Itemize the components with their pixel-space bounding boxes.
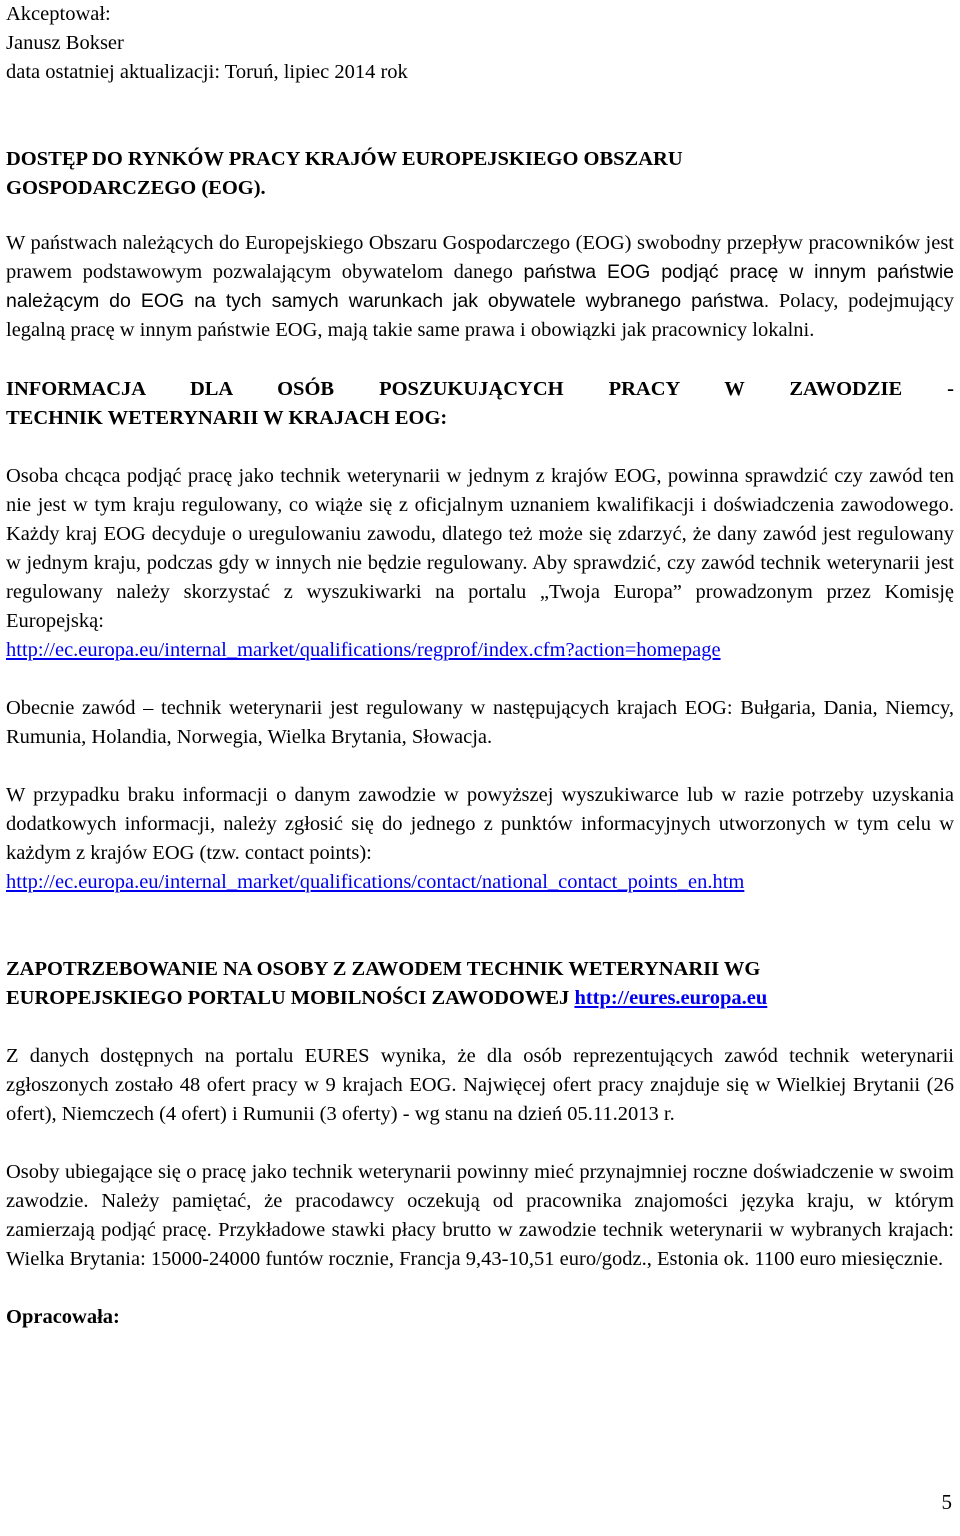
paragraph-regulation — [6, 462, 954, 665]
document-header — [6, 0, 954, 87]
last-update-line: data ostatniej aktualizacji: Toruń, lipiec 2014 rok — [6, 61, 408, 83]
section-title-line: TECHNIK WETERYNARII W KRAJACH EOG: — [6, 407, 448, 429]
section-title-info — [6, 375, 954, 433]
paragraph-contact-points — [6, 781, 954, 897]
paragraph-eures-data: Z danych dostępnych na portalu EURES wynika, że dla osób reprezentujących zawód technik weterynarii zgłoszonych zostało 48 ofert pracy w 9 krajach EOG. Najwięcej ofert pracy znajduje się w Wielkiej Brytanii (26 ofert), Niemczech (4 ofert) i Rumunii (3 oferty) - wg stanu na dzień 05.11.2013 r. — [6, 1045, 954, 1125]
paragraph-regulated-countries: Obecnie zawód – technik weterynarii jest regulowany w następujących krajach EOG: Bułgaria, Dania, Niemcy, Rumunia, Holandia, Norwegia, Wielka Brytania, Słowacja. — [6, 697, 954, 748]
section-title-line: DOSTĘP DO RYNKÓW PRACY KRAJÓW EUROPEJSKIEGO OBSZARU — [6, 148, 683, 170]
document-page — [6, 0, 954, 1332]
paragraph-text: W państwach należących do Europejskiego Obszaru Gospodarczego (EOG) swobodny przepływ pracowników jest prawem podstawowym pozwalającym obywatelom danego — [6, 232, 954, 283]
section-title-line: ZAPOTRZEBOWANIE NA OSOBY Z ZAWODEM TECHNIK WETERYNARII WG — [6, 958, 761, 980]
paragraph-text: Polacy, podejmujący legalną pracę w innym państwie EOG, mają takie same prawa i obowiązki jak pracownicy lokalni. — [6, 290, 955, 341]
section-title-line — [6, 984, 954, 1013]
paragraph-text-sans: państwa EOG podjąć pracę w innym państwie należącym do EOG na tych samych warunkach jak obywatele wybranego państwa. — [6, 261, 955, 312]
paragraph-text: Osoba chcąca podjąć pracę jako technik weterynarii w jednym z krajów EOG, powinna sprawdzić czy zawód ten nie jest w tym kraju regulowany, co wiąże się z oficjalnym uznaniem kwalifikacji i doświadczenia zawodowego. Każdy kraj EOG decyduje o uregulowaniu zawodu, dlatego też może się zdarzyć, że dany zawód jest regulowany w jednym kraju, podczas gdy w innych nie będzie regulowany. Aby sprawdzić, czy zawód technik weterynarii jest regulowany należy skorzystać z wyszukiwarki na portalu „Twoja Europa” prowadzonym przez Komisję Europejską: — [6, 465, 954, 632]
section-title-text: EUROPEJSKIEGO PORTALU MOBILNOŚCI ZAWODOWEJ — [6, 987, 570, 1009]
section-title-line: GOSPODARCZEGO (EOG). — [6, 177, 266, 199]
page-number: 5 — [941, 1490, 952, 1514]
contact-points-link[interactable]: http://ec.europa.eu/internal_market/qualifications/contact/national_contact_points_en.htm — [6, 871, 745, 893]
section-title-demand — [6, 955, 954, 1013]
section-title-eog-access — [6, 145, 954, 203]
paragraph-free-movement — [6, 229, 954, 345]
accepted-label: Akceptował: — [6, 3, 111, 25]
eures-link[interactable]: http://eures.europa.eu — [574, 987, 768, 1009]
regprof-link[interactable]: http://ec.europa.eu/internal_market/qualifications/regprof/index.cfm?action=homepage — [6, 639, 721, 661]
prepared-by-label: Opracowała: — [6, 1306, 120, 1328]
paragraph-requirements: Osoby ubiegające się o pracę jako technik weterynarii powinny mieć przynajmniej roczne doświadczenie w swoim zawodzie. Należy pamiętać, że pracodawcy oczekują od pracownika znajomości języka kraju, w którym zamierzają podjąć pracę. Przykładowe stawki płacy brutto w zawodzie technik weterynarii w wybranych krajach: Wielka Brytania: 15000-24000 funtów rocznie, Francja 9,43-10,51 euro/godz., Estonia ok. 1100 euro miesięcznie. — [6, 1161, 954, 1270]
paragraph-text: W przypadku braku informacji o danym zawodzie w powyższej wyszukiwarce lub w razie potrzeby uzyskania dodatkowych informacji, należy zgłosić się do jednego z punktów informacyjnych utworzonych w tym celu w każdym z krajów EOG (tzw. contact points): — [6, 784, 954, 864]
accepted-name: Janusz Bokser — [6, 32, 124, 54]
section-title-line: INFORMACJA DLA OSÓB POSZUKUJĄCYCH PRACY W ZAWODZIE - — [6, 378, 954, 400]
